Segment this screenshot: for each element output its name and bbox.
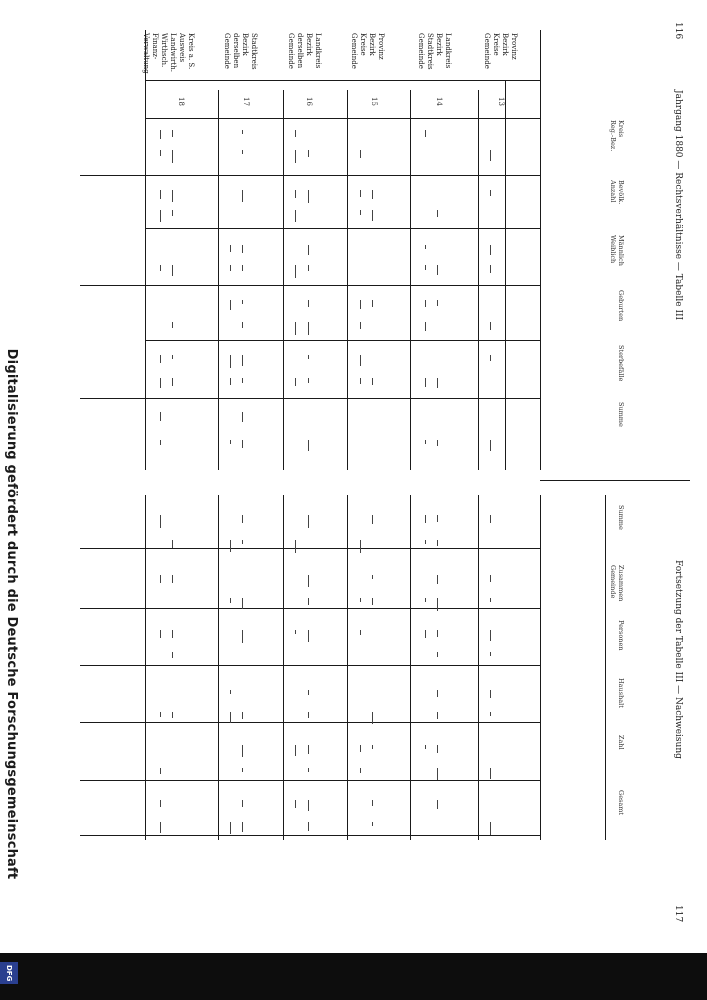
data-mark <box>360 540 361 553</box>
data-mark <box>360 322 361 329</box>
data-mark <box>437 515 438 522</box>
data-mark <box>360 210 361 215</box>
data-mark <box>425 300 426 307</box>
column-header: Summe <box>617 505 625 530</box>
table-top-rule <box>145 80 541 81</box>
data-mark <box>360 355 361 366</box>
data-mark <box>308 515 309 528</box>
data-mark <box>372 300 373 307</box>
data-mark <box>308 300 309 307</box>
table-top-row-rule <box>347 90 348 470</box>
data-mark <box>242 130 243 134</box>
data-mark <box>490 245 491 255</box>
data-mark <box>437 712 438 719</box>
data-mark <box>242 300 243 304</box>
data-mark <box>372 712 373 724</box>
data-mark <box>372 378 373 385</box>
data-mark <box>425 540 426 544</box>
dfg-banner: Digitalisierung gefördert durch die Deutsche Forschungsgemeinschaft <box>4 348 19 880</box>
data-mark <box>372 210 373 221</box>
data-mark <box>230 540 231 552</box>
data-mark <box>160 130 161 139</box>
data-mark <box>490 575 491 582</box>
column-header: Gesamt <box>617 790 625 816</box>
data-mark <box>490 190 491 196</box>
data-mark <box>172 575 173 583</box>
header-top: Jahrgang 1880 — Rechtsverhältnisse — Tabelle III <box>673 90 683 321</box>
data-mark <box>242 712 243 719</box>
data-mark <box>425 378 426 387</box>
data-mark <box>172 265 173 276</box>
data-mark <box>160 210 161 222</box>
table-bottom-row-rule <box>347 495 348 840</box>
data-mark <box>172 150 173 163</box>
data-mark <box>308 440 309 451</box>
row-label: Provinz Bezirk Kreise Gemeinde <box>483 33 518 69</box>
table-bottom-rule <box>80 835 541 836</box>
data-mark <box>437 440 438 446</box>
table-bottom-right-border <box>540 495 541 840</box>
data-mark <box>160 712 161 717</box>
row-number: 13 <box>497 97 505 106</box>
column-header: Zahl <box>617 735 625 750</box>
data-mark <box>242 150 243 154</box>
data-mark <box>490 822 491 835</box>
data-mark <box>308 245 309 255</box>
table-top-row-rule <box>218 90 219 470</box>
data-mark <box>242 515 243 523</box>
data-mark <box>230 822 231 834</box>
data-mark <box>437 210 438 217</box>
table-bottom-row-rule <box>605 495 606 840</box>
table-bottom-rule <box>80 722 541 723</box>
data-mark <box>160 150 161 156</box>
data-mark <box>425 598 426 602</box>
table-top-left-border <box>145 30 146 470</box>
data-mark <box>230 265 231 271</box>
data-mark <box>295 378 296 386</box>
data-mark <box>437 800 438 809</box>
data-mark <box>360 378 361 384</box>
table-bottom-row-rule <box>218 495 219 840</box>
column-header: Geburten <box>617 290 625 322</box>
data-mark <box>360 300 361 309</box>
footer-band <box>0 953 707 1000</box>
data-mark <box>295 150 296 163</box>
data-mark <box>308 768 309 772</box>
row-number: 15 <box>370 97 378 106</box>
data-mark <box>360 150 361 158</box>
data-mark <box>295 190 296 198</box>
data-mark <box>172 355 173 359</box>
table-top-rule <box>145 398 541 399</box>
data-mark <box>230 378 231 385</box>
dfg-logo: DFG <box>0 962 18 984</box>
column-header: Personen <box>617 620 625 651</box>
data-mark <box>437 378 438 388</box>
data-mark <box>360 630 361 635</box>
table-bottom-rule <box>80 780 541 781</box>
column-header: Summe <box>617 402 625 427</box>
data-mark <box>295 322 296 335</box>
data-mark <box>308 150 309 157</box>
data-mark <box>437 768 438 780</box>
data-mark <box>308 575 309 587</box>
data-mark <box>308 355 309 359</box>
data-mark <box>372 515 373 524</box>
data-mark <box>160 630 161 638</box>
data-mark <box>242 540 243 544</box>
table-top-row-rule <box>283 90 284 470</box>
data-mark <box>295 630 296 634</box>
data-mark <box>242 800 243 807</box>
data-mark <box>372 822 373 826</box>
data-mark <box>242 440 243 448</box>
data-mark <box>242 598 243 609</box>
data-mark <box>308 745 309 754</box>
data-mark <box>308 598 309 605</box>
data-mark <box>242 630 243 643</box>
page-divider <box>540 480 690 481</box>
table-bottom-rule <box>80 548 541 549</box>
data-mark <box>308 322 309 335</box>
data-mark <box>160 575 161 583</box>
data-mark <box>490 598 491 602</box>
row-label: Landkreis Bezirk derselben Gemeinde <box>287 33 322 69</box>
data-mark <box>172 652 173 658</box>
data-mark <box>308 630 309 642</box>
row-number: 16 <box>305 97 313 106</box>
column-header: Bevölk. Anzahl <box>609 180 625 205</box>
data-mark <box>308 712 309 718</box>
data-mark <box>160 378 161 388</box>
data-mark <box>425 245 426 249</box>
data-mark <box>308 800 309 811</box>
data-mark <box>160 355 161 363</box>
data-mark <box>295 745 296 756</box>
data-mark <box>437 575 438 584</box>
data-mark <box>425 630 426 638</box>
data-mark <box>308 690 309 695</box>
table-top-rule <box>80 285 150 286</box>
data-mark <box>425 130 426 137</box>
data-mark <box>490 768 491 779</box>
data-mark <box>242 822 243 832</box>
data-mark <box>230 690 231 694</box>
data-mark <box>490 515 491 523</box>
data-mark <box>230 598 231 603</box>
data-mark <box>295 540 296 553</box>
table-bottom-row-rule <box>410 495 411 840</box>
row-label: Kreis a. S. Ausweis Landwirth. Wirthsch. Finanz- Verwaltung <box>142 33 195 74</box>
table-top-rule <box>145 175 541 176</box>
data-mark <box>490 630 491 641</box>
data-mark <box>490 440 491 451</box>
row-label: Stadtkreis Bezirk derselben Gemeinde <box>223 33 258 70</box>
data-mark <box>242 768 243 772</box>
data-mark <box>372 598 373 605</box>
data-mark <box>490 265 491 273</box>
column-header: Männlich Weiblich <box>609 235 625 266</box>
data-mark <box>437 652 438 657</box>
data-mark <box>242 378 243 383</box>
data-mark <box>308 190 309 203</box>
data-mark <box>490 712 491 716</box>
data-mark <box>360 190 361 197</box>
column-header: Zusammen Gemeinde <box>609 565 625 602</box>
data-mark <box>242 190 243 202</box>
data-mark <box>172 630 173 638</box>
data-mark <box>160 768 161 774</box>
data-mark <box>295 265 296 278</box>
header-bottom: Fortsetzung der Tabelle III — Nachweisung <box>673 560 683 759</box>
table-top-right-border <box>540 30 541 470</box>
data-mark <box>172 322 173 328</box>
data-mark <box>425 440 426 444</box>
data-mark <box>242 412 243 422</box>
data-mark <box>360 768 361 773</box>
data-mark <box>160 440 161 445</box>
data-mark <box>160 822 161 833</box>
data-mark <box>172 712 173 718</box>
data-mark <box>295 800 296 808</box>
data-mark <box>490 652 491 656</box>
data-mark <box>490 150 491 161</box>
data-mark <box>160 412 161 421</box>
data-mark <box>172 540 173 548</box>
data-mark <box>172 190 173 202</box>
data-mark <box>425 265 426 270</box>
data-mark <box>230 300 231 310</box>
data-mark <box>242 745 243 757</box>
table-bottom-rule <box>80 608 541 609</box>
data-mark <box>425 322 426 331</box>
data-mark <box>172 378 173 386</box>
data-mark <box>295 130 296 137</box>
data-mark <box>490 690 491 698</box>
table-top-row-rule <box>478 90 479 470</box>
table-top-rule <box>145 228 541 229</box>
data-mark <box>242 245 243 253</box>
data-mark <box>437 745 438 753</box>
row-label: Landkreis Bezirk Stadtkreis Gemeinde <box>417 33 452 70</box>
data-mark <box>490 322 491 330</box>
data-mark <box>160 515 161 528</box>
table-top-rule <box>80 175 150 176</box>
data-mark <box>242 265 243 271</box>
data-mark <box>372 745 373 749</box>
table-top-header-rule <box>505 80 506 470</box>
row-label: Provinz Bezirk Kreise Gemeinde <box>350 33 385 69</box>
data-mark <box>172 130 173 137</box>
table-bottom-rule <box>80 665 541 666</box>
column-header: Kreis Reg.-Bez. <box>609 120 625 152</box>
data-mark <box>308 378 309 383</box>
data-mark <box>295 210 296 222</box>
data-mark <box>437 300 438 306</box>
table-top-rule <box>80 398 150 399</box>
data-mark <box>437 598 438 611</box>
table-bottom-row-rule <box>478 495 479 840</box>
row-number: 18 <box>177 97 185 106</box>
table-top-rule <box>145 340 541 341</box>
table-bottom-left-border <box>145 495 146 840</box>
page-number-top: 116 <box>673 22 683 40</box>
data-mark <box>308 265 309 271</box>
table-top-rule <box>145 118 541 119</box>
data-mark <box>360 745 361 752</box>
column-header: Haushalt <box>617 678 625 708</box>
data-mark <box>242 355 243 366</box>
data-mark <box>308 822 309 831</box>
column-header: Sterbefälle <box>617 345 625 382</box>
data-mark <box>425 745 426 749</box>
data-mark <box>437 630 438 637</box>
data-mark <box>242 322 243 328</box>
data-mark <box>360 598 361 602</box>
data-mark <box>437 690 438 697</box>
data-mark <box>230 440 231 444</box>
row-number: 14 <box>435 97 443 106</box>
data-mark <box>372 575 373 579</box>
table-top-rule <box>145 285 541 286</box>
row-number: 17 <box>242 97 250 106</box>
data-mark <box>230 245 231 252</box>
data-mark <box>230 712 231 723</box>
data-mark <box>490 355 491 361</box>
table-top-row-rule <box>410 90 411 470</box>
data-mark <box>160 265 161 271</box>
data-mark <box>160 190 161 199</box>
data-mark <box>372 800 373 806</box>
data-mark <box>230 355 231 368</box>
data-mark <box>172 210 173 216</box>
table-bottom-row-rule <box>283 495 284 840</box>
data-mark <box>372 190 373 199</box>
data-mark <box>425 515 426 523</box>
data-mark <box>437 540 438 546</box>
page-number-bottom: 117 <box>673 905 683 923</box>
data-mark <box>437 265 438 275</box>
data-mark <box>160 800 161 807</box>
